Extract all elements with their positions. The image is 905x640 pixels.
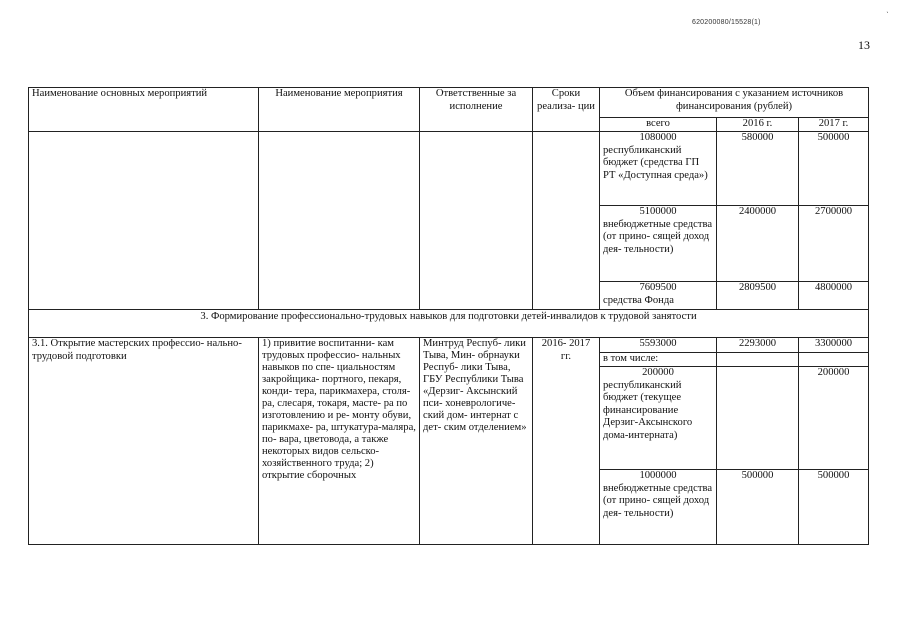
responsible-cell: Минтруд Респуб- лики Тыва, Мин- обрнауки Респуб- лики Тыва, ГБУ Республики Тыва «Дерзиг- Аксынский пси- хоневрологиче- ский дом- интернат с дет- ским отделением» (420, 338, 533, 545)
deadline-cell: 2016- 2017 гг. (533, 338, 600, 545)
amount-2016: 2809500 (717, 282, 799, 310)
empty-cell (420, 132, 533, 310)
amount-2016: 500000 (717, 470, 799, 545)
amount-total: 1080000 (639, 132, 677, 143)
section-heading: 3. Формирование профессионально-трудовых навыков для подготовки детей-инвалидов к трудовой занятости (29, 310, 869, 338)
amount-2016: 2400000 (717, 206, 799, 282)
amount-2017: 500000 (799, 132, 869, 206)
amount-2016: 2293000 (717, 338, 799, 353)
amount-total: 7609500 (639, 282, 677, 293)
header-2017: 2017 г. (799, 118, 869, 132)
funding-cell (600, 470, 717, 545)
main-event-cell: 3.1. Открытие мастерских профессио- нально-трудовой подготовки (29, 338, 259, 545)
including-label: в том числе: (600, 353, 717, 367)
amount-2017: 2700000 (799, 206, 869, 282)
amount-2017: 3300000 (799, 338, 869, 353)
empty-cell (533, 132, 600, 310)
header-funding: Объем финансирования с указанием источников финансирования (рублей) (600, 88, 869, 118)
header-main-events: Наименование основных мероприятий (29, 88, 259, 132)
corner-mark: ㆍ (884, 9, 891, 17)
amount-total: 1000000 (639, 470, 677, 481)
amount-2017: 200000 (799, 367, 869, 470)
amount-2017: 4800000 (799, 282, 869, 310)
header-row (29, 88, 869, 118)
funding-cell (600, 282, 717, 310)
empty-cell (717, 353, 799, 367)
funding-cell (600, 132, 717, 206)
funding-cell (600, 206, 717, 282)
amount-total: 5100000 (639, 206, 677, 217)
table-row (29, 132, 869, 206)
header-total: всего (600, 118, 717, 132)
amount-total: 200000 (642, 367, 674, 378)
event-description-cell: 1) привитие воспитанни- кам трудовых профессио- нальных навыков по спе- циальностям закройщика- портного, пекаря, конди- тера, парикмахера, столя- ра, слесаря, токаря, масте- ра по изготовлению и ре- монту обуви, парикмахе- ра, штукатура-маляра, по- вара, цветовода, а также некоторых видов сельско- хозяйственного труда; 2) открытие сборочных (259, 338, 420, 545)
funding-source: республиканский бюджет (текущее финансирование Дерзиг-Аксынского дома-интерната) (603, 379, 693, 441)
funding-source: внебюджетные средства (от прино- сящей доход дея- тельности) (603, 482, 713, 519)
table-row (29, 338, 869, 353)
empty-cell (29, 132, 259, 310)
funding-source: внебюджетные средства (от прино- сящей доход дея- тельности) (603, 218, 713, 255)
funding-cell (600, 367, 717, 470)
document-id: 620200080/15528(1) (692, 19, 761, 26)
amount-2017: 500000 (799, 470, 869, 545)
funding-table (28, 87, 869, 545)
funding-source: республиканский бюджет (средства ГП РТ «Доступная среда») (603, 144, 708, 181)
amount-2016 (717, 367, 799, 470)
header-event-name: Наименование мероприятия (259, 88, 420, 132)
funding-source: средства Фонда (603, 294, 674, 306)
empty-cell (259, 132, 420, 310)
section-row (29, 310, 869, 338)
page-number: 13 (858, 38, 870, 52)
amount-total: 5593000 (600, 338, 717, 353)
amount-2016: 580000 (717, 132, 799, 206)
header-2016: 2016 г. (717, 118, 799, 132)
empty-cell (799, 353, 869, 367)
header-deadlines: Сроки реализа- ции (533, 88, 600, 132)
header-responsible: Ответственные за исполнение (420, 88, 533, 132)
